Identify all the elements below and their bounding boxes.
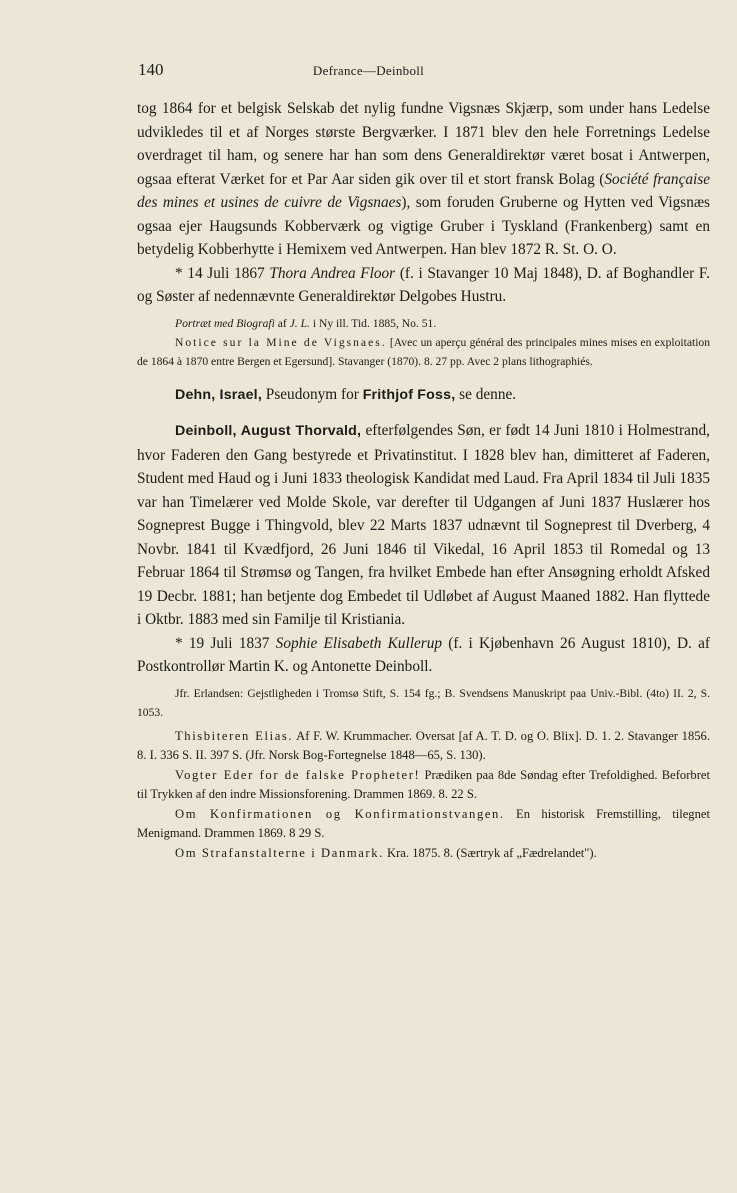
- spouse-name: Sophie Elisabeth Kullerup: [275, 634, 442, 652]
- running-title: Defrance—Deinboll: [312, 63, 425, 78]
- deinboll-name: Deinboll, August Thorvald,: [175, 423, 362, 439]
- page-body: [137, 97, 710, 863]
- defrance-notice-ref: Notice sur la Mine de Vigsnaes. [Avec un aperçu général des principales mines mises en exploitation de 1864 à 1870 entre Bergen et Egersund]. Stavanger (1870). 8. 27 pp. Avec 2 plans lithographiés.: [137, 335, 711, 368]
- deinboll-entry: Deinboll, August Thorvald, efterfølgendes Søn, er født 14 Juni 1810 i Holmestrand, hvor Faderen den Gang bestyrede et Privatinstitut. I 1828 blev han, dimitteret af Faderen, Student med Haud og i Juni 1833 theologisk Kandidat med Laud. Fra April 1834 til Juli 1835 var han Timelærer ved Molde Skole, var derefter til Udgangen af Juni 1837 Huslærer hos Sogneprest Bugge i Thingvold, blev 22 Marts 1837 udnævnt til Sogneprest til Dverberg, 4 Novbr. 1841 til Kvædfjord, 26 Juni 1846 til Vikedal, 16 April 1853 til Romedal og 13 Februar 1864 til Strømsø og Tangen, fra hvilket Embede han efter Ansøgning erholdt Afsked 19 Decbr. 1881; han betjente dog Embedet til Udløbet af August Maaned 1882. Han flyttede i Oktbr. 1883 med sin Familje til Kristiania.: [137, 422, 711, 628]
- works-list: [137, 727, 710, 864]
- work-item: Vogter Eder for de falske Propheter! Prædiken paa 8de Søndag efter Trefoldighed. Beforbret til Trykken af den indre Missionsforening. Drammen 1869. 8. 22 S.: [137, 767, 710, 801]
- page-number: 140: [138, 60, 164, 79]
- deinboll-ref: Jfr. Erlandsen: Gejstligheden i Tromsø Stift, S. 154 fg.; B. Svendsens Manuskript paa Univ.-Bibl. (4to) II. 2, S. 1053.: [137, 686, 710, 719]
- work-item: Thisbiteren Elias. Af F. W. Krummacher. Oversat [af A. T. D. og O. Blix]. D. 1. 2. Stavanger 1856. 8. I. 336 S. II. 397 S. (Jfr. Norsk Bog-Fortegnelse 1848—65, S. 130).: [137, 728, 710, 762]
- company-name: Société française des mines et usines de cuivre de Vigsnaes: [137, 170, 711, 211]
- defrance-paragraph: tog 1864 for et belgisk Selskab det nylig fundne Vigsnæs Skjærp, som under hans Ledelse udvikledes til et af Norges største Bergværker. I 1871 blev den hele Forretnings Ledelse overdraget til ham, og senere har han som dens Generaldirektør været bosat i Antwerpen, ogsaa efterat Værket for et Par Aar siden gik over til et stort fransk Bolag (Société française des mines et usines de cuivre de Vigsnaes), som foruden Gruberne og Hytten ved Vigsnæs ogsaa ejer Haugsunds Kobberværk og vigtige Gruber i Tyskland (Frankenberg) samt en betydelig Kobberhytte i Hemixem ved Antwerpen. Han blev 1872 R. St. O. O.: [137, 100, 711, 258]
- work-item: Om Konfirmationen og Konfirmationstvangen. En historisk Fremstilling, tilegnet Menigmand. Drammen 1869. 8 29 S.: [137, 806, 710, 840]
- defrance-marriage: * 14 Juli 1867 Thora Andrea Floor (f. i Stavanger 10 Maj 1848), D. af Boghandler F. og Søster af nedennævnte Generaldirektør Delgobes Hustru.: [137, 264, 710, 305]
- dehn-entry: Dehn, Israel, Pseudonym for Frithjof Foss, se denne.: [175, 385, 517, 403]
- defrance-portrait-ref: Portræt med Biografi af J. L. i Ny ill. Tid. 1885, No. 51.: [175, 316, 437, 330]
- work-item: Om Strafanstalterne i Danmark. Kra. 1875. 8. (Særtryk af „Fædrelandet").: [175, 845, 597, 860]
- foss-name: Frithjof Foss,: [362, 386, 456, 403]
- deinboll-marriage: * 19 Juli 1837 Sophie Elisabeth Kullerup (f. i Kjøbenhavn 26 August 1810), D. af Postkontrollør Martin K. og Antonette Deinboll.: [137, 634, 710, 675]
- dehn-name: Dehn, Israel,: [175, 386, 262, 403]
- spouse-name: Thora Andrea Floor: [269, 264, 396, 282]
- notice-title: Notice sur la Mine de Vigsnaes.: [175, 335, 387, 349]
